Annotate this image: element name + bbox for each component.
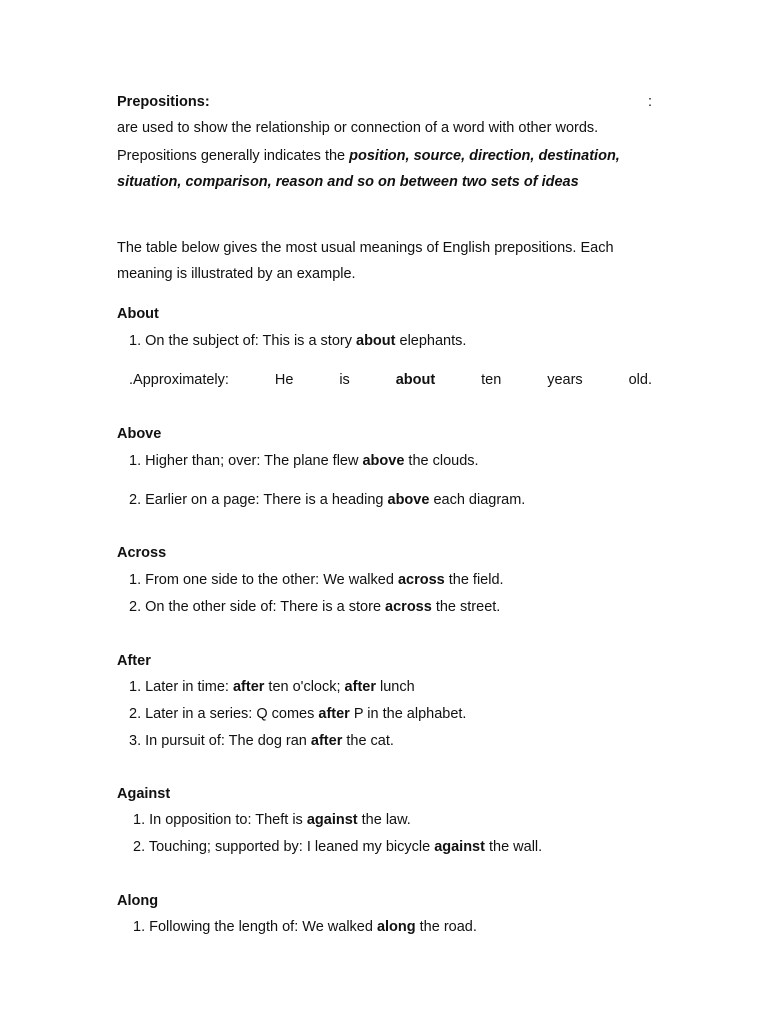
item-text: the clouds.	[404, 453, 479, 469]
item-text: elephants.	[395, 333, 467, 349]
item-text: 1. Later in time:	[129, 679, 233, 695]
section-heading-along: Along	[117, 893, 159, 909]
list-item-justified	[129, 372, 652, 388]
table-intro-line-1: The table below gives the most usual meanings of English prepositions. Each	[117, 240, 614, 256]
list-item	[129, 453, 479, 469]
list-item	[133, 919, 477, 935]
title-colon: :	[648, 94, 653, 110]
word: He	[274, 372, 294, 388]
section-heading-after: After	[117, 653, 151, 669]
word: ten	[481, 372, 502, 388]
item-text: 1. Following the length of: We walked	[133, 919, 377, 935]
table-intro-line-2: meaning is illustrated by an example.	[117, 266, 356, 282]
item-text: 2. Earlier on a page: There is a heading	[129, 492, 388, 508]
section-heading-above: Above	[117, 426, 162, 442]
item-keyword: across	[385, 599, 432, 615]
item-keyword: after	[318, 706, 350, 722]
item-text: each diagram.	[429, 492, 526, 508]
item-text: 1. On the subject of: This is a story	[129, 333, 357, 349]
item-text: 2. Later in a series: Q comes	[129, 706, 319, 722]
item-text: the wall.	[484, 839, 543, 855]
item-text: the cat.	[342, 733, 394, 749]
item-keyword: above	[362, 453, 405, 469]
word: is	[339, 372, 350, 388]
section-heading-against: Against	[117, 786, 171, 802]
item-text: 1. From one side to the other: We walked	[129, 572, 398, 588]
item-text: 1. Higher than; over: The plane flew	[129, 453, 363, 469]
item-keyword: after	[310, 733, 343, 749]
word: years	[547, 372, 583, 388]
section-heading-across: Across	[117, 545, 167, 561]
item-keyword: across	[397, 572, 445, 588]
list-item	[133, 839, 542, 855]
list-item	[129, 706, 466, 722]
intro-line-2-plain: Prepositions generally indicates the	[117, 148, 350, 164]
intro-line-1: are used to show the relationship or connection of a word with other words.	[117, 120, 599, 136]
item-text: 1. In opposition to: Theft is	[133, 812, 307, 828]
item-text: P in the alphabet.	[349, 706, 467, 722]
list-item	[129, 599, 500, 615]
list-item	[129, 333, 466, 349]
item-keyword: after	[232, 679, 265, 695]
item-keyword: after	[344, 679, 376, 695]
list-item	[133, 812, 411, 828]
item-keyword: about	[356, 333, 396, 349]
item-text: the law.	[357, 812, 411, 828]
item-text: the field.	[444, 572, 504, 588]
intro-line-2-emphasis: position, source, direction, destination,	[349, 148, 620, 164]
item-text: 2. Touching; supported by: I leaned my bicycle	[133, 839, 435, 855]
item-keyword: about	[395, 372, 436, 388]
item-text: the road.	[415, 919, 477, 935]
item-keyword: against	[434, 839, 485, 855]
list-item	[129, 572, 504, 588]
intro-line-2	[117, 148, 620, 164]
list-item	[129, 733, 394, 749]
word: .Approximately:	[129, 372, 229, 388]
intro-line-3: situation, comparison, reason and so on between two sets of ideas	[117, 174, 579, 190]
item-keyword: along	[376, 919, 416, 935]
list-item	[129, 492, 525, 508]
item-text: the street.	[431, 599, 501, 615]
page-title: Prepositions:	[117, 94, 210, 110]
item-keyword: above	[387, 492, 430, 508]
item-text: lunch	[375, 679, 415, 695]
word: old.	[628, 372, 652, 388]
item-text: 2. On the other side of: There is a store	[129, 599, 386, 615]
item-text: ten o'clock;	[264, 679, 345, 695]
list-item	[129, 679, 415, 695]
item-keyword: against	[306, 812, 358, 828]
item-text: 3. In pursuit of: The dog ran	[129, 733, 311, 749]
section-heading-about: About	[117, 306, 159, 322]
